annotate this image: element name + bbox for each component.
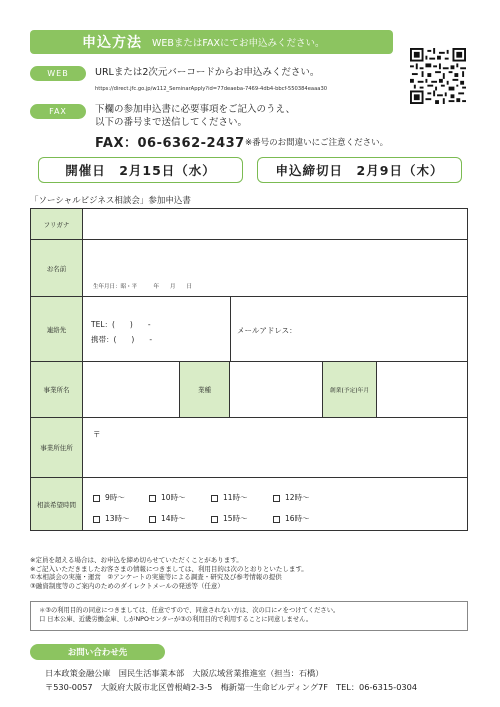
time-label: 相談希望時間 bbox=[31, 478, 83, 530]
note-line: ③融資制度等のご案内のためのダイレクトメールの発送等（任意） bbox=[30, 581, 224, 590]
contact-label: お問い合わせ先 bbox=[30, 644, 165, 660]
fax-label: FAX bbox=[30, 104, 86, 119]
tel-field[interactable]: TEL：( ) - bbox=[91, 320, 151, 329]
checkbox[interactable] bbox=[149, 516, 156, 523]
checkbox[interactable] bbox=[93, 516, 100, 523]
business-name-field[interactable] bbox=[85, 363, 179, 416]
privacy-line1: ＊③の利用目的の同意につきましては、任意ですので、同意されない方は、次の口に✓をつけてください。 bbox=[39, 607, 340, 614]
fax-instructions-line2: 以下の番号まで送信してください。 bbox=[95, 117, 248, 128]
founded-label: 創業(予定)年月 bbox=[323, 362, 377, 417]
privacy-opt-out-checkbox[interactable]: 口 日本公庫、近畿労働金庫、しがNPOセンターが③の利用目的で利用することに同意しません。 bbox=[39, 616, 313, 623]
time-option[interactable]: 9時～ bbox=[93, 492, 125, 503]
time-option[interactable]: 10時～ bbox=[149, 492, 186, 503]
privacy-consent-box bbox=[30, 601, 468, 631]
fax-instructions bbox=[95, 103, 295, 129]
fax-number: FAX：06-6362-2437 bbox=[95, 136, 245, 151]
note-line: ※定員を超える場合は、お申込を締め切らせていただくことがあります。 bbox=[30, 556, 243, 564]
checkbox[interactable] bbox=[273, 495, 280, 502]
application-form bbox=[30, 208, 468, 531]
contact-line1: 日本政策金融公庫 国民生活事業本部 大阪広域営業推進室（担当：石橋） bbox=[45, 668, 324, 678]
contact-line2: 〒530-0057 大阪府大阪市北区曽根崎2-3-5 梅新第一生命ビルディング7F TEL：06-6315-0304 bbox=[45, 682, 418, 692]
checkbox[interactable] bbox=[93, 495, 100, 502]
web-label: WEB bbox=[30, 66, 86, 81]
contact-label: 連絡先 bbox=[31, 297, 83, 361]
name-label: お名前 bbox=[31, 240, 83, 296]
business-name-label: 事業所名 bbox=[31, 362, 83, 417]
industry-label: 業種 bbox=[180, 362, 230, 417]
time-option[interactable]: 12時～ bbox=[273, 492, 310, 503]
mobile-field[interactable]: 携帯：( ) - bbox=[91, 335, 153, 344]
industry-field[interactable] bbox=[232, 363, 322, 416]
header-bar bbox=[30, 30, 393, 54]
form-title: 「ソーシャルビジネス相談会」参加申込書 bbox=[30, 196, 191, 206]
email-field[interactable]: メールアドレス： bbox=[237, 326, 297, 335]
time-option[interactable]: 13時～ bbox=[93, 513, 130, 524]
founded-field[interactable] bbox=[379, 363, 467, 416]
notes bbox=[30, 556, 308, 590]
furigana-label: フリガナ bbox=[31, 209, 83, 239]
checkbox[interactable] bbox=[273, 516, 280, 523]
section-subtitle: WEBまたはFAXにてお申込みください。 bbox=[152, 38, 325, 49]
checkbox[interactable] bbox=[149, 495, 156, 502]
birthdate-field[interactable]: 生年月日：昭・平 年 月 日 bbox=[93, 284, 193, 290]
name-field[interactable] bbox=[85, 241, 467, 281]
furigana-field[interactable] bbox=[85, 210, 467, 238]
fax-note: ※番号のお間違いにご注意ください。 bbox=[245, 138, 389, 148]
checkbox[interactable] bbox=[211, 495, 218, 502]
apply-url[interactable]: https://direct.jfc.go.jp/w112_SeminarApply?id=77deaeba-7469-4db4-bbcf-550384eaaa30 bbox=[95, 86, 328, 92]
checkbox[interactable] bbox=[211, 516, 218, 523]
time-option[interactable]: 15時～ bbox=[211, 513, 248, 524]
section-title: 申込方法 bbox=[82, 35, 142, 51]
deadline-date: 申込締切日 2月9日（木） bbox=[257, 157, 462, 183]
time-option[interactable]: 14時～ bbox=[149, 513, 186, 524]
contact-info bbox=[45, 666, 417, 694]
time-option[interactable]: 11時～ bbox=[211, 492, 248, 503]
event-date: 開催日 2月15日（水） bbox=[38, 157, 243, 183]
address-field[interactable]: 〒 bbox=[93, 430, 101, 439]
note-line: ①本相談会の実施・運営 ②アンケートの実施等による調査・研究及び参考情報の提供 bbox=[30, 573, 282, 581]
note-line: ※ご記入いただきましたお客さまの情報につきましては、利用目的は次のとおりといたします。 bbox=[30, 564, 308, 573]
time-option[interactable]: 16時～ bbox=[273, 513, 310, 524]
address-label: 事業所住所 bbox=[31, 418, 83, 477]
web-text: URLまたは2次元バーコードからお申込みください。 bbox=[95, 67, 320, 78]
fax-instructions-line1: 下欄の参加申込書に必要事項をご記入のうえ、 bbox=[95, 104, 296, 115]
qr-code-icon[interactable] bbox=[410, 48, 466, 104]
